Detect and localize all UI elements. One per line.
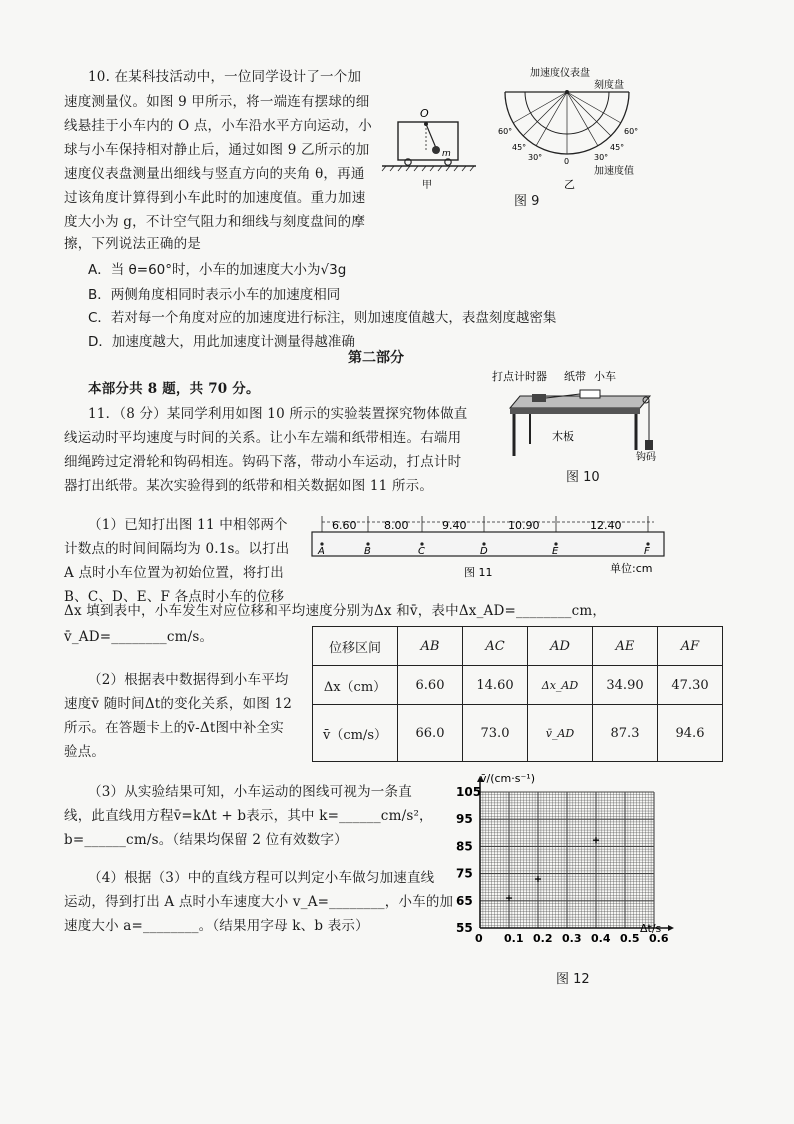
fig12-xlabel: Δt/s: [640, 922, 662, 935]
fig9-label-dial: 加速度仪表盘: [530, 68, 590, 79]
fig9-label-acc: 加速度值: [594, 166, 634, 177]
table-cell: 73.0: [463, 705, 528, 762]
q11-p3-line: （3）从实验结果可知，小车运动的图线可视为一条直: [88, 784, 412, 800]
q11-line: 细绳跨过定滑轮和钩码相连。钩码下落，带动小车运动，打点计时: [64, 454, 462, 470]
q11-line: 器打出纸带。某次实验得到的纸带和相关数据如图 11 所示。: [64, 478, 434, 494]
q11-p4-line[interactable]: 运动，得到打出 A 点时小车速度大小 v_A=________，小车的加: [64, 894, 454, 910]
table-cell: 34.90: [593, 666, 658, 705]
q10-line: 速度测量仪。如图 9 甲所示，将一端连有摆球的细: [64, 94, 370, 110]
fig9-cart-diagram: [378, 100, 488, 192]
table-cell-blank[interactable]: Δx_AD: [528, 666, 593, 705]
fig9-label-m: m: [442, 149, 451, 159]
q11-p1-line: B、C、D、E、F 各点时小车的位移: [64, 589, 285, 605]
fig9-label-yi: 乙: [564, 178, 575, 191]
table-cell: AE: [593, 627, 658, 666]
fig9-label-jia: 甲: [422, 180, 432, 191]
q10-line: 过该角度计算得到小车此时的加速度值。重力加速: [64, 190, 366, 206]
fig9-label-scale: 刻度盘: [594, 80, 624, 91]
y-tick-label: 75: [456, 866, 473, 881]
option-c[interactable]: C．若对每一个角度对应的加速度进行标注，则加速度值越大，表盘刻度越密集: [88, 310, 557, 326]
table-row: [313, 666, 723, 705]
x-tick-label: 0: [475, 932, 483, 945]
table-row: [313, 705, 723, 762]
y-tick-label: 95: [456, 812, 473, 827]
fig10-label-board: 木板: [552, 430, 574, 443]
fig11-seg: 12.40: [590, 519, 622, 532]
fig10-label-weight: 钩码: [636, 452, 656, 463]
fig10-label-car: 小车: [594, 370, 616, 383]
q10-line: 速度仪表盘测量出细线与竖直方向的夹角 θ，再通: [64, 166, 365, 182]
q11-p1-line: A 点时小车位置为初始位置，将打出: [64, 565, 284, 581]
fig11-point: D: [480, 546, 488, 557]
table-cell-blank[interactable]: v̄_AD: [528, 705, 593, 762]
fig11-point: C: [418, 546, 425, 557]
table-cell: 94.6: [658, 705, 723, 762]
fig11-point: F: [644, 546, 650, 557]
table-cell: 位移区间: [313, 627, 398, 666]
table-cell: 6.60: [398, 666, 463, 705]
fig9-angle: 45°: [512, 143, 527, 152]
part2-summary: 本部分共 8 题，共 70 分。: [88, 381, 260, 397]
fig11-point: B: [364, 546, 371, 557]
fig11-tape: [308, 508, 668, 588]
table-cell: AF: [658, 627, 723, 666]
q11-p3-line[interactable]: 线，此直线用方程v̄=kΔt + b表示，其中 k=______cm/s²，: [64, 808, 433, 824]
q11-line: 线运动时平均速度与时间的关系。让小车左端和纸带相连。右端用: [64, 430, 462, 446]
fig10-apparatus: [490, 364, 670, 464]
displacement-table: [312, 626, 723, 762]
table-cell: 87.3: [593, 705, 658, 762]
fig11-seg: 6.60: [332, 519, 357, 532]
fig9-label-o: O: [420, 107, 429, 120]
x-tick-label: 0.4: [591, 932, 611, 945]
x-axis-arrow: [668, 925, 674, 931]
x-tick-label: 0.3: [562, 932, 582, 945]
q11-p1-line[interactable]: Δx 填到表中，小车发生对应位移和平均速度分别为Δx 和v̄，表中Δx_AD=________cm，: [64, 603, 607, 619]
x-tick-label: 0.2: [533, 932, 553, 945]
q11-p2-line: 速度v̄ 随时间Δt的变化关系，如图 12: [64, 696, 293, 712]
x-tick-label: 0.1: [504, 932, 524, 945]
fig9-dial-diagram: [490, 60, 640, 210]
fig10-caption: 图 10: [566, 470, 600, 485]
fig9-angle: 60°: [624, 127, 639, 136]
fig12-ylabel: v̄/(cm·s⁻¹): [480, 772, 536, 785]
q11-p1-line[interactable]: v̄_AD=________cm/s。: [64, 629, 214, 645]
y-tick-label: 105: [456, 785, 482, 799]
y-tick-label: 55: [456, 921, 473, 935]
fig11-unit: 单位:cm: [610, 562, 653, 575]
q10-line: 球与小车保持相对静止后，通过如图 9 乙所示的加: [64, 142, 370, 158]
q11-p4-line[interactable]: 速度大小 a=________。（结果用字母 k、b 表示）: [64, 918, 369, 934]
table-cell: AC: [463, 627, 528, 666]
part2-title: 第二部分: [348, 350, 404, 366]
q11-p2-line: （2）根据表中数据得到小车平均: [88, 672, 289, 688]
q10-line: 擦，下列说法正确的是: [64, 236, 201, 252]
x-tick-label: 0.5: [620, 932, 640, 945]
q11-p3-line[interactable]: b=______cm/s。（结果均保留 2 位有效数字）: [64, 832, 348, 848]
table-header-row: [313, 627, 723, 666]
fig11-seg: 9.40: [442, 519, 467, 532]
q10-line: 度大小为 g，不计空气阻力和细线与刻度盘间的摩: [64, 214, 366, 230]
table-cell: 14.60: [463, 666, 528, 705]
fig11-caption: 图 11: [464, 566, 493, 579]
y-tick-label: 85: [456, 839, 473, 854]
table-cell: Δx（cm）: [313, 666, 398, 705]
q10-line: 线悬挂于小车内的 O 点，小车沿水平方向运动，小: [64, 118, 372, 134]
table-cell: AD: [528, 627, 593, 666]
q10-line: 10. 在某科技活动中，一位同学设计了一个加: [88, 69, 362, 85]
table-cell: 66.0: [398, 705, 463, 762]
q11-p2-line: 所示。在答题卡上的v̄-Δt图中补全实: [64, 720, 284, 736]
fig12-chart: [440, 770, 680, 960]
fig11-point: A: [318, 546, 325, 557]
q11-p1-line: 计数点的时间间隔均为 0.1s。以打出: [64, 541, 290, 557]
q11-p1-line: （1）已知打出图 11 中相邻两个: [88, 517, 288, 533]
q11-p2-line: 验点。: [64, 744, 106, 760]
fig9-caption: 图 9: [514, 194, 540, 209]
fig11-seg: 8.00: [384, 519, 409, 532]
fig11-point: E: [552, 546, 559, 557]
fig9-angle: 30°: [594, 153, 609, 162]
fig9-angle: 30°: [528, 153, 543, 162]
fig11-seg: 10.90: [508, 519, 540, 532]
table-cell: v̄（cm/s）: [313, 705, 398, 762]
option-d[interactable]: D．加速度越大，用此加速度计测量得越准确: [88, 334, 355, 350]
option-a[interactable]: A．当 θ=60°时，小车的加速度大小为√3g: [88, 262, 347, 278]
fig10-label-timer: 打点计时器: [492, 370, 547, 383]
table-cell: AB: [398, 627, 463, 666]
fig9-angle: 60°: [498, 127, 513, 136]
table-cell: 47.30: [658, 666, 723, 705]
fig9-angle: 0: [564, 157, 570, 166]
option-b[interactable]: B．两侧角度相同时表示小车的加速度相同: [88, 287, 341, 303]
fig9-angle: 45°: [610, 143, 625, 152]
fig10-label-tape: 纸带: [564, 370, 586, 383]
x-tick-label: 0.6: [649, 932, 669, 945]
y-tick-label: 65: [456, 893, 473, 908]
fig12-caption: 图 12: [556, 972, 590, 987]
q11-line: 11．（8 分）某同学利用如图 10 所示的实验装置探究物体做直: [88, 406, 468, 422]
q11-p4-line: （4）根据（3）中的直线方程可以判定小车做匀加速直线: [88, 870, 435, 886]
